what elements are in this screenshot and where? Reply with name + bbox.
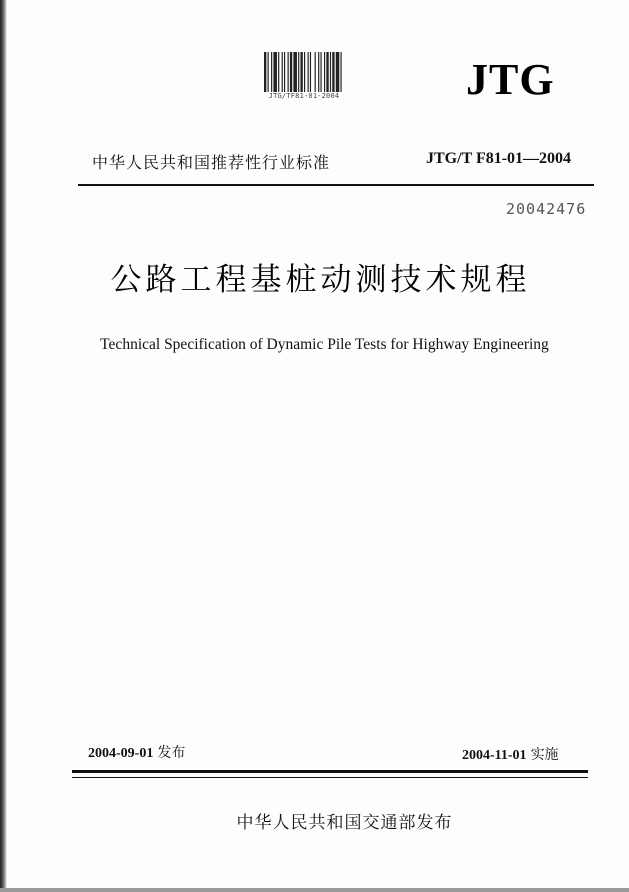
publisher: 中华人民共和国交通部发布 <box>236 813 453 833</box>
barcode-bar <box>290 52 292 92</box>
footer-rule-thin <box>72 777 588 778</box>
issue-date-value: 2004-09-01 <box>88 746 154 761</box>
barcode-bar <box>332 52 334 92</box>
implementation-date-value: 2004-11-01 <box>462 748 527 763</box>
barcode-bar <box>318 52 319 92</box>
barcode-bar <box>273 52 277 92</box>
standard-category: 中华人民共和国推荐性行业标准 <box>92 153 331 172</box>
scan-bottom-edge <box>0 888 629 892</box>
barcode-bar <box>293 52 297 92</box>
barcode-bar <box>326 52 328 92</box>
barcode-bar <box>336 52 340 92</box>
barcode-bar <box>271 52 272 92</box>
barcode-bar <box>278 52 279 92</box>
barcode-bar <box>288 52 289 92</box>
barcode-bar <box>304 52 305 92</box>
barcode-bar <box>308 52 309 92</box>
jtg-logo: JTG <box>466 55 555 104</box>
issue-date <box>88 742 185 762</box>
barcode-bar <box>298 52 299 92</box>
barcode-bar <box>315 52 316 92</box>
barcode-bar <box>264 52 266 92</box>
title-chinese: 公路工程基桩动测技术规程 <box>110 262 531 298</box>
barcode-bar <box>268 52 269 92</box>
barcode-bar <box>282 52 283 92</box>
barcode-text: JTG/TF81-01-2004 <box>268 92 340 100</box>
barcode-bar <box>340 52 341 92</box>
barcode-bar <box>310 52 311 92</box>
header-rule <box>78 184 594 186</box>
library-stamp-number: 20042476 <box>506 200 587 218</box>
implementation-date-label: 实施 <box>530 747 559 763</box>
title-english: Technical Specification of Dynamic Pile Tests for Highway Engineering <box>100 336 549 353</box>
footer-rule-thick <box>72 770 588 773</box>
barcode-bar <box>324 52 325 92</box>
standard-code: JTG/T F81-01—2004 <box>426 150 572 167</box>
barcode-bar <box>300 52 302 92</box>
barcode-bar <box>320 52 321 92</box>
barcode <box>264 52 344 92</box>
barcode-bar <box>284 52 285 92</box>
issue-date-label: 发布 <box>157 745 186 761</box>
barcode-bar <box>330 52 331 92</box>
scan-edge-shadow <box>0 0 7 892</box>
implementation-date <box>462 744 559 764</box>
